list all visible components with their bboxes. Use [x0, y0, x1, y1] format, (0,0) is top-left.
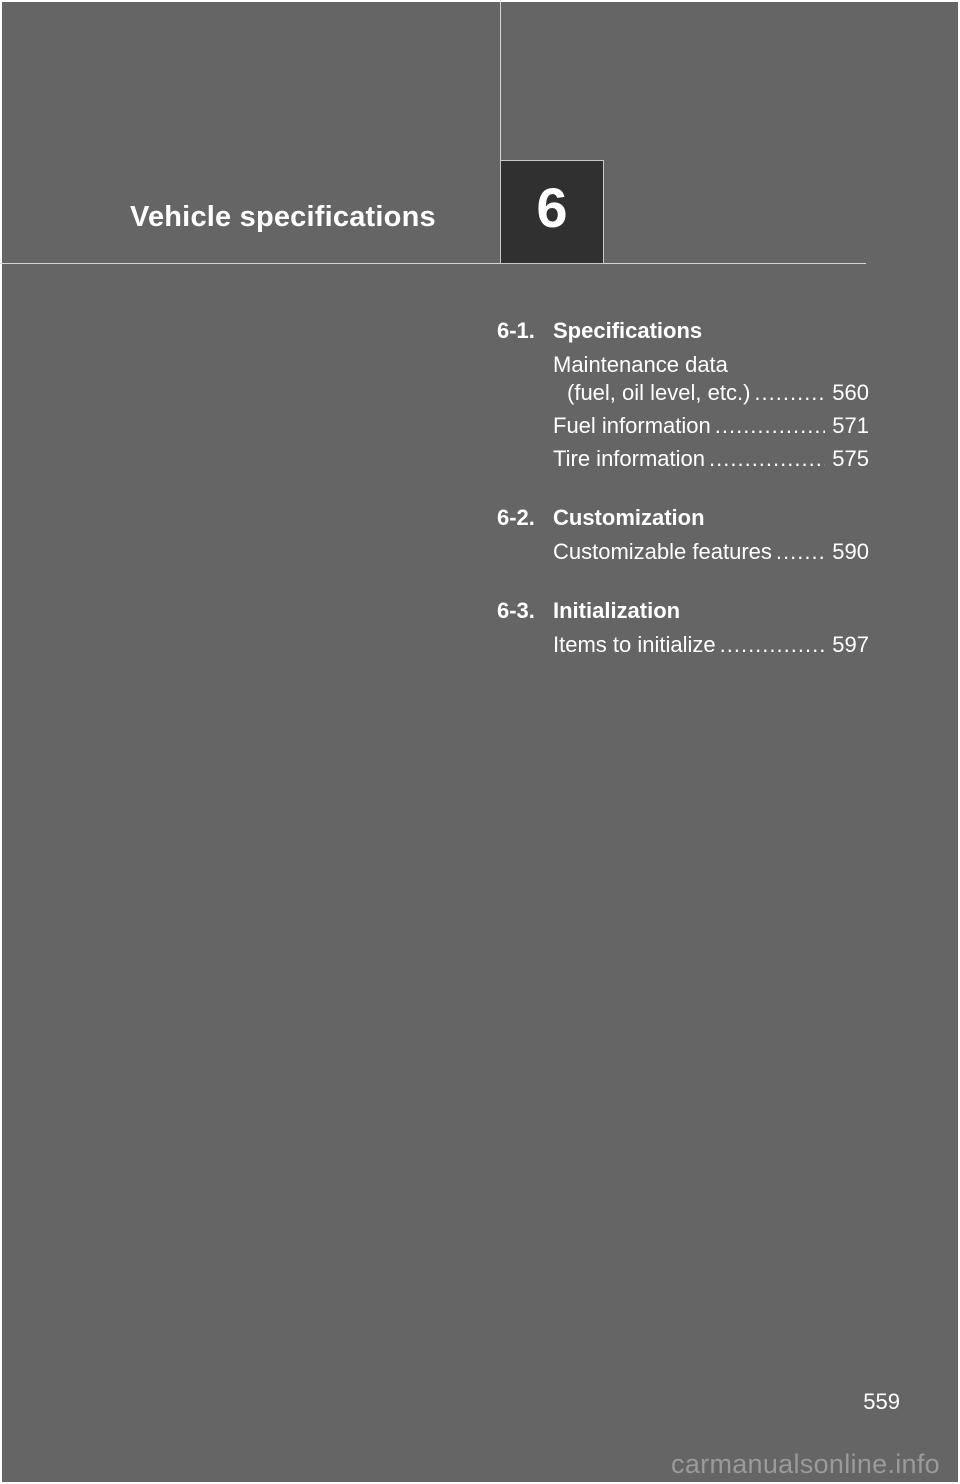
chapter-number-box: [500, 160, 604, 264]
section-title: Customization: [553, 505, 705, 530]
entry-label: Items to initialize: [553, 632, 716, 657]
dot-leader: [720, 631, 825, 659]
entry-label: Maintenance data: [553, 352, 728, 377]
section-heading[interactable]: [497, 316, 869, 346]
toc-entry-customizable-features[interactable]: [553, 538, 869, 566]
section-heading[interactable]: [497, 596, 869, 626]
toc-section-6-3: [497, 596, 869, 659]
toc-entry-tire-information[interactable]: [553, 445, 869, 473]
toc-entry-maintenance-data[interactable]: [553, 351, 869, 407]
section-number: 6-3.: [497, 598, 535, 623]
dot-leader: [709, 445, 825, 473]
section-title: Specifications: [553, 318, 703, 343]
entry-page: 597: [832, 632, 869, 657]
section-heading[interactable]: [497, 503, 869, 533]
entry-label: Fuel information: [553, 413, 711, 438]
toc-section-6-2: [497, 503, 869, 566]
chapter-title: Vehicle specifications: [130, 201, 436, 233]
dot-leader: [715, 412, 825, 440]
entry-page: 560: [832, 380, 869, 405]
dot-leader: [776, 538, 825, 566]
entry-page: 590: [832, 539, 869, 564]
section-number: 6-2.: [497, 505, 535, 530]
page-number: 559: [863, 1389, 900, 1414]
toc-entry-items-to-initialize[interactable]: [553, 631, 869, 659]
entry-label-continued: (fuel, oil level, etc.): [567, 380, 751, 405]
watermark: carmanualsonline.info: [671, 1449, 940, 1479]
section-number: 6-1.: [497, 318, 535, 343]
section-title: Initialization: [553, 598, 681, 623]
entry-label: Tire information: [553, 446, 706, 471]
toc-section-6-1: [497, 316, 869, 473]
dot-leader: [754, 379, 825, 407]
entry-label: Customizable features: [553, 539, 772, 564]
toc-entry-fuel-information[interactable]: [553, 412, 869, 440]
table-of-contents: [497, 316, 869, 689]
entry-page: 571: [832, 413, 869, 438]
entry-page: 575: [832, 446, 869, 471]
header-horizontal-rule: [0, 263, 866, 264]
chapter-number: 6: [536, 176, 568, 239]
